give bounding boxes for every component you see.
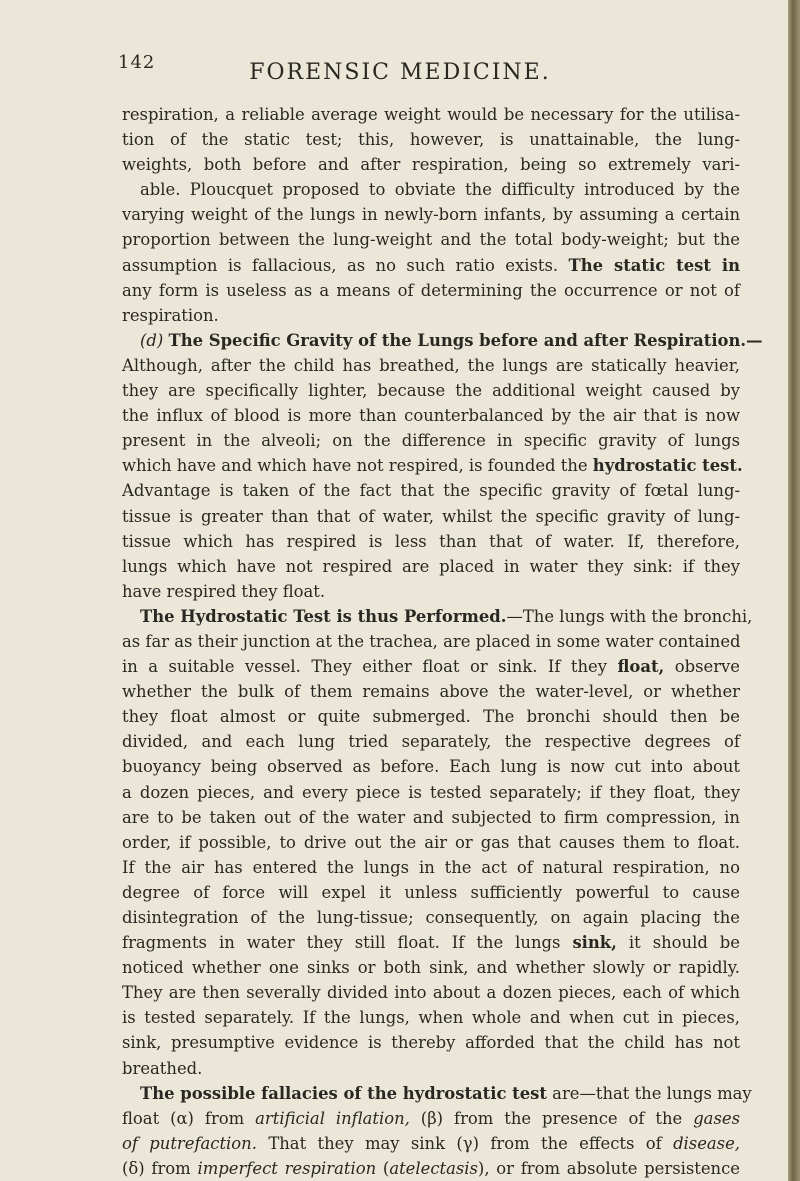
text-run: That they may sink (γ) from the effects of [268,1133,662,1153]
text-line: any form is useless as a means of determining the occurrence or not of [122,280,740,300]
text-run: ), or from absolute persistence [477,1158,740,1178]
italic-run: disease, [673,1133,741,1153]
italic-run: imperfect respiration [197,1158,377,1178]
text-line: lungs which have not respired are placed in water they sink: if they [122,556,740,576]
text-line: They are then severally divided into about a dozen pieces, each of which [122,983,740,1003]
text-line: as far as their junction at the trachea, are placed in some water contained [122,631,741,651]
text-line: whether the bulk of them remains above the water-level, or whether [122,682,740,702]
text-line: able. Ploucquet proposed to obviate the difficulty introduced by the [140,180,740,200]
text-line [122,253,740,278]
italic-run: artificial inflation, [255,1108,410,1128]
text-line: respiration, a reliable average weight would be necessary for the utilisa- [122,105,740,124]
text-line: respiration. [122,305,219,325]
text-line [122,1131,740,1156]
text-line: varying weight of the lungs in newly-born infants, by assuming a certain [122,205,740,225]
text-line [122,1081,752,1106]
text-line: tissue is greater than that of water, whilst the specific gravity of lung- [122,506,740,526]
text-line [122,930,740,955]
text-run: observe [674,657,740,677]
bold-run: The possible fallacies of the hydrostatic test [140,1083,547,1103]
text-run: fragments in water they still float. If the lungs [122,933,561,953]
text-run: are—that the lungs may [552,1083,752,1103]
running-title: FORENSIC MEDICINE. [249,60,551,85]
text-line: weights, both before and after respiration, being so extremely vari- [122,155,740,175]
text-run: —The lungs with the bronchi, [506,606,753,626]
italic-run: of putrefaction. [122,1133,257,1153]
bold-run: sink, [572,933,617,953]
text-line [122,604,753,629]
text-line: If the air has entered the lungs in the act of natural respiration, no [122,857,740,877]
text-line: divided, and each lung tried separately, the respective degrees of [122,732,740,752]
text-line [122,1156,740,1181]
text-line [122,1106,740,1131]
text-line: degree of force will expel it unless sufficiently powerful to cause [122,882,740,902]
text-line: breathed. [122,1058,203,1078]
text-line: have respired they float. [122,581,326,601]
text-run: (δ) from [122,1158,191,1178]
page-number: 142 [118,52,156,73]
text-run: it should be [628,933,740,953]
text-line: proportion between the lung-weight and the total body-weight; but the [122,230,740,250]
text-line: Although, after the child has breathed, the lungs are statically heavier, [122,355,740,375]
text-line: noticed whether one sinks or both sink, and whether slowly or rapidly. [122,958,740,978]
text-line [122,453,743,478]
text-line [122,654,740,679]
text-line: the influx of blood is more than counterbalanced by the air that is now [122,406,740,426]
section-heading-line [122,328,763,353]
text-run: ( [382,1158,390,1178]
text-line: present in the alveoli; on the difference in specific gravity of lungs [122,431,740,451]
bold-run: hydrostatic test. [592,456,743,476]
text-line: tion of the static test; this, however, is unattainable, the lung- [122,130,740,150]
section-marker: (d) [140,330,164,350]
text-run: assumption is fallacious, as no such ratio exists. [122,255,559,275]
text-line: they float almost or quite submerged. The bronchi should then be [122,707,740,727]
page-edge-shadow [788,0,800,1181]
body-text [122,102,763,1181]
text-run: float (α) from [122,1108,245,1128]
text-run: (β) from the presence of the [420,1108,683,1128]
text-line: are to be taken out of the water and subjected to firm compression, in [122,807,740,827]
italic-run: atelectasis [389,1158,478,1178]
text-line: tissue which has respired is less than that of water. If, therefore, [122,531,740,551]
subsection-heading: The Hydrostatic Test is thus Performed. [140,606,507,626]
bold-run: The static test in [568,255,740,275]
section-heading: The Specific Gravity of the Lungs before and after Respiration.— [168,330,763,350]
text-run: in a suitable vessel. They either float or sink. If they [122,657,608,677]
text-line: sink, presumptive evidence is thereby afforded that the child has not [122,1033,740,1053]
italic-run: gases [693,1108,740,1128]
text-line: is tested separately. If the lungs, when whole and when cut in pieces, [122,1008,740,1028]
text-line: disintegration of the lung-tissue; consequently, on again placing the [122,908,740,927]
text-line: they are specifically lighter, because the additional weight caused by [122,381,740,401]
text-line: Advantage is taken of the fact that the specific gravity of fœtal lung- [122,481,740,501]
text-run: which have and which have not respired, is founded the [122,456,588,476]
text-line: buoyancy being observed as before. Each lung is now cut into about [122,757,740,777]
text-line: a dozen pieces, and every piece is tested separately; if they float, they [122,782,740,802]
text-line: order, if possible, to drive out the air or gas that causes them to float. [122,832,740,852]
bold-run: float, [617,657,665,677]
